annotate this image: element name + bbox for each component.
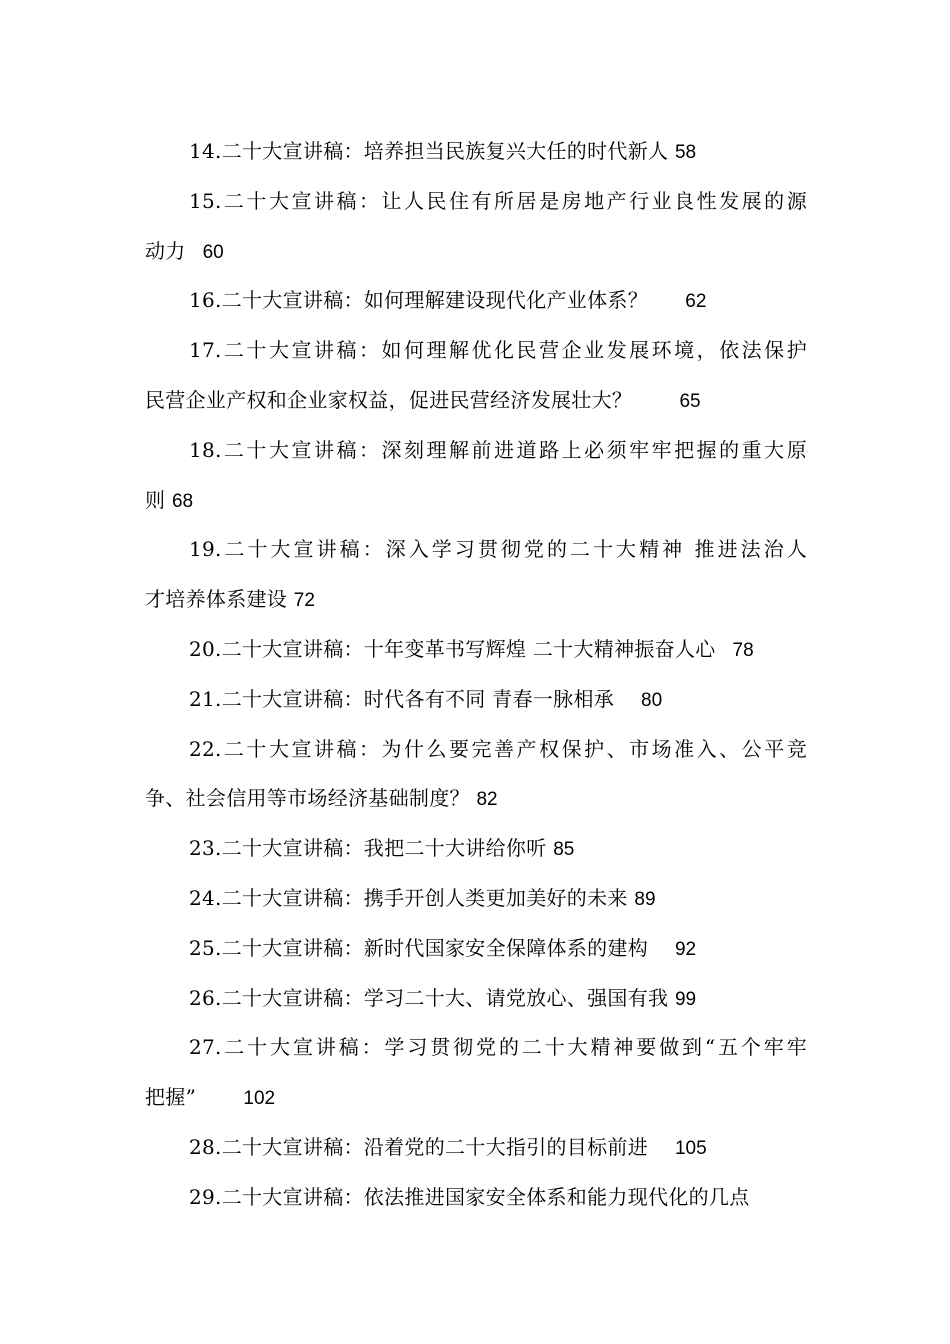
toc-entry-line: [145, 924, 807, 974]
toc-entry-gap: [668, 986, 675, 1010]
toc-entry-line: [145, 1173, 807, 1223]
toc-entry-title: 动力: [145, 238, 186, 263]
toc-entry-line: [145, 774, 807, 824]
toc-page-number: 89: [634, 888, 656, 910]
toc-entry-title: 17.二十大宣讲稿：如何理解优化民营企业发展环境，依法保护: [189, 338, 807, 363]
toc-page-number: 102: [243, 1088, 276, 1110]
toc-entry-line: [145, 476, 807, 526]
toc-entry-title: 16.二十大宣讲稿：如何理解建设现代化产业体系？: [189, 288, 649, 313]
toc-entry-title: 争、社会信用等市场经济基础制度？: [145, 786, 470, 811]
toc-entry-gap: [196, 1085, 243, 1109]
toc-entry-title: 20.二十大宣讲稿：十年变革书写辉煌 二十大精神振奋人心: [189, 636, 716, 661]
toc-page-number: 85: [553, 839, 575, 861]
toc-entry-gap: [648, 936, 675, 960]
toc-entry-line: [145, 1123, 807, 1173]
toc-entry-title: 14.二十大宣讲稿：培养担当民族复兴大任的时代新人: [189, 139, 669, 163]
toc-entry-line: [145, 725, 807, 775]
toc-entry-title: 24.二十大宣讲稿：携手开创人类更加美好的未来: [189, 885, 628, 910]
toc-entry-gap: [648, 288, 685, 312]
toc-entry-line: [145, 675, 807, 725]
table-of-contents: [145, 127, 807, 1223]
toc-entry-title: 25.二十大宣讲稿：新时代国家安全保障体系的建构: [189, 935, 649, 960]
toc-entry-line: [145, 276, 807, 326]
toc-entry-title: 把握”: [145, 1085, 197, 1110]
toc-page-number: 72: [293, 590, 315, 612]
toc-entry-title: 29.二十大宣讲稿：依法推进国家安全体系和能力现代化的几点: [189, 1184, 750, 1209]
toc-entry-title: 21.二十大宣讲稿：时代各有不同 青春一脉相承: [189, 686, 615, 711]
toc-entry-line: [145, 874, 807, 924]
toc-entry-title: 18.二十大宣讲稿：深刻理解前进道路上必须牢牢把握的重大原: [189, 437, 807, 462]
toc-entry-line: [145, 426, 807, 476]
toc-entry-title: 27.二十大宣讲稿：学习贯彻党的二十大精神要做到“五个牢牢: [189, 1035, 807, 1060]
toc-entry-line: [145, 575, 807, 625]
toc-entry-line: [145, 974, 807, 1024]
toc-entry-line: [145, 525, 807, 575]
toc-entry-line: [145, 227, 807, 277]
toc-page-number: 82: [476, 789, 498, 811]
toc-entry-title: 民营企业产权和企业家权益，促进民营经济发展壮大？: [145, 387, 633, 412]
toc-entry-title: 15.二十大宣讲稿：让人民住有所居是房地产行业良性发展的源: [189, 188, 807, 213]
toc-entry-line: [145, 824, 807, 874]
toc-entry-title: 才培养体系建设: [145, 587, 288, 612]
toc-entry-title: 26.二十大宣讲稿：学习二十大、请党放心、强国有我: [189, 985, 669, 1010]
toc-entry-gap: [648, 1135, 675, 1159]
toc-page-number: 58: [674, 142, 697, 163]
toc-entry-line: [145, 127, 807, 177]
toc-entry-line: [145, 376, 807, 426]
toc-entry-gap: [668, 139, 675, 163]
toc-page-number: 105: [674, 1137, 707, 1159]
toc-entry-gap: [632, 388, 679, 412]
toc-entry-line: [145, 1023, 807, 1073]
toc-entry-gap: [186, 239, 203, 263]
toc-entry-title: 19.二十大宣讲稿：深入学习贯彻党的二十大精神 推进法治人: [189, 537, 807, 562]
toc-entry-gap: [614, 687, 641, 711]
toc-page-number: 65: [679, 390, 701, 412]
toc-entry-title: 则: [145, 487, 166, 512]
toc-entry-gap: [165, 488, 172, 512]
toc-entry-title: 23.二十大宣讲稿：我把二十大讲给你听: [189, 836, 547, 861]
toc-entry-line: [145, 326, 807, 376]
toc-page-number: 80: [641, 689, 663, 711]
toc-page-number: 62: [685, 291, 707, 313]
toc-entry-title: 22.二十大宣讲稿：为什么要完善产权保护、市场准入、公平竞: [189, 736, 807, 761]
toc-entry-line: [145, 177, 807, 227]
toc-page-number: 92: [674, 938, 697, 960]
toc-page-number: 78: [732, 639, 754, 661]
toc-page-number: 60: [202, 241, 224, 263]
toc-entry-line: [145, 1073, 807, 1123]
toc-entry-line: [145, 625, 807, 675]
toc-entry-gap: [287, 587, 294, 611]
toc-page-number: 99: [674, 988, 697, 1010]
toc-entry-title: 28.二十大宣讲稿：沿着党的二十大指引的目标前进: [189, 1134, 649, 1159]
toc-page-number: 68: [171, 490, 194, 512]
toc-entry-gap: [716, 637, 733, 661]
